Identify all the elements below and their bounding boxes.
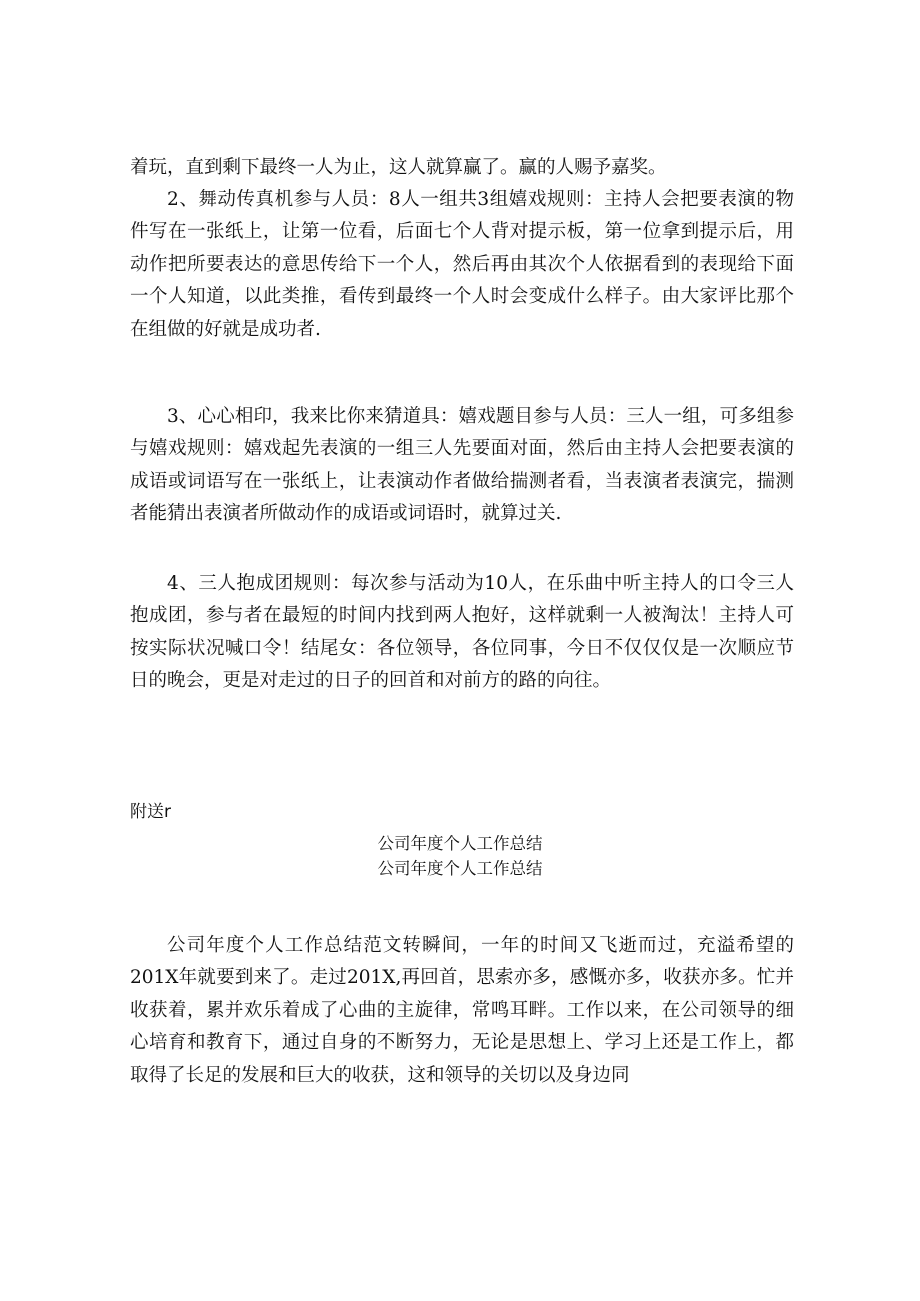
paragraph-game-3: 3、心心相印，我来比你来猜道具：嬉戏题目参与人员：三人一组，可多组参与嬉戏规则：嬉戏起先表演的一组三人先要面对面，然后由主持人会把要表演的成语或词语写在一张纸上，让表演动作者做给揣测者看，当表演者表演完，揣测者能猜出表演者所做动作的成语或词语时，就算过关. (130, 406, 794, 525)
paragraph-continuation: 着玩，直到剩下最终一人为止，这人就算赢了。赢的人赐予嘉奖。 (130, 157, 667, 178)
appendix-label: 附送r (130, 802, 171, 822)
paragraph-game-2: 2、舞动传真机参与人员：8人一组共3组嬉戏规则：主持人会把要表演的物件写在一张纸上，让第一位看，后面七个人背对提示板，第一位拿到提示后，用动作把所要表达的意思传给下一个人，然后再由其次个人依据看到的表现给下面一个人知道，以此类推，看传到最终一个人时会变成什么样子。由大家评比那个在组做的好就是成功者. (130, 189, 794, 340)
paragraph-game-4: 4、三人抱成团规则：每次参与活动为10人，在乐曲中听主持人的口令三人抱成团，参与者在最短的时间内找到两人抱好，这样就剩一人被淘汰！主持人可按实际状况喊口令！结尾女：各位领导，各位同事，今日不仅仅仅是一次顺应节日的晚会，更是对走过的日子的回首和对前方的路的向往。 (130, 573, 794, 692)
section-title: 公司年度个人工作总结 (377, 834, 543, 853)
paragraph-summary: 公司年度个人工作总结范文转瞬间，一年的时间又飞逝而过，充溢希望的201X年就要到来了。走过201X,再回首，思索亦多，感慨亦多，收获亦多。忙并收获着，累并欢乐着成了心曲的主旋律，常鸣耳畔。工作以来，在公司领导的细心培育和教育下，通过自身的不断努力，无论是思想上、学习上还是工作上，都取得了长足的发展和巨大的收获，这和领导的关切以及身边同 (130, 935, 794, 1086)
section-subtitle: 公司年度个人工作总结 (377, 859, 543, 878)
